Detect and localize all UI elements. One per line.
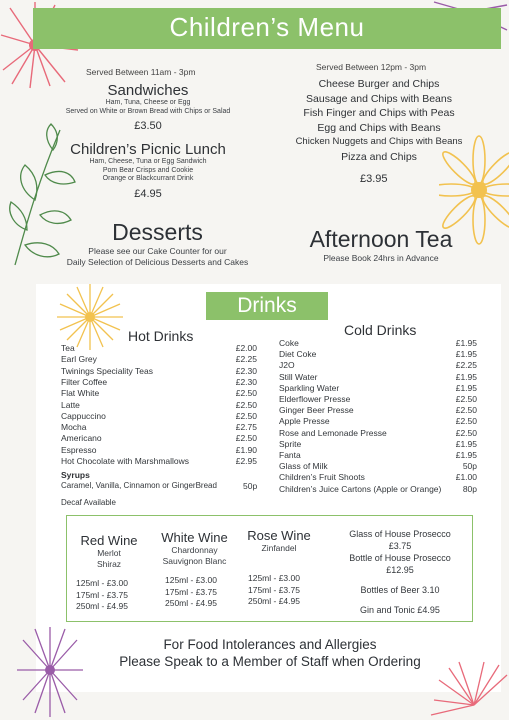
- bottom-right-flower-icon: [429, 660, 509, 720]
- syrups-label: Syrups: [61, 470, 90, 480]
- list-item: [279, 461, 479, 472]
- list-item: [61, 411, 261, 422]
- list-item: [279, 484, 479, 495]
- red-wine-grape-1: Merlot: [97, 548, 121, 558]
- sandwiches-fillings: Ham, Tuna, Cheese or Egg: [105, 99, 191, 106]
- drink-price: £2.50: [455, 405, 477, 416]
- list-item: [279, 439, 479, 450]
- afternoon-tea-section: [296, 226, 466, 264]
- drink-price: £1.95: [455, 338, 477, 348]
- white-wine-175: 175ml - £3.75: [165, 586, 217, 597]
- afternoon-tea-title: Afternoon Tea: [309, 226, 453, 252]
- rose-wine-175: 175ml - £3.75: [248, 584, 300, 595]
- drink-name: J2O: [279, 360, 295, 371]
- drink-name: Hot Chocolate with Marshmallows: [61, 456, 190, 466]
- drink-name: Apple Presse: [279, 416, 330, 427]
- rose-wine-125: 125ml - £3.00: [248, 573, 300, 583]
- white-wine-title: White Wine: [161, 530, 228, 545]
- drink-name: Flat White: [61, 388, 100, 399]
- drink-name: Tea: [61, 343, 75, 353]
- list-item: [279, 428, 479, 439]
- list-item: Chicken Nuggets and Chips with Beans: [295, 136, 463, 147]
- drink-price: £2.50: [455, 416, 477, 427]
- picnic-line-2: Pom Bear Crisps and Cookie: [102, 166, 194, 174]
- drink-price: £2.50: [235, 410, 257, 421]
- syrups-price: 50p: [243, 481, 258, 491]
- desserts-title: Desserts: [112, 219, 203, 245]
- drink-price: £1.95: [455, 450, 477, 460]
- red-wine-125: 125ml - £3.00: [76, 578, 128, 588]
- prosecco-glass-label: Glass of House Prosecco: [349, 529, 451, 539]
- drink-name: Twinings Speciality Teas: [61, 365, 153, 376]
- drink-price: £1.95: [455, 349, 477, 360]
- red-wine-175: 175ml - £3.75: [76, 589, 128, 600]
- drink-name: Sparkling Water: [279, 382, 340, 393]
- drink-name: Cappuccino: [61, 410, 106, 421]
- drink-name: Still Water: [279, 371, 318, 382]
- sun-flower-icon: [55, 282, 125, 352]
- prosecco-glass-price: £3.75: [388, 541, 412, 551]
- drink-price: £2.25: [235, 354, 257, 365]
- list-item: Egg and Chips with Beans: [317, 121, 441, 134]
- sandwiches-price: £3.50: [134, 120, 162, 132]
- drink-price: £2.50: [455, 394, 477, 404]
- drink-price: £2.75: [235, 422, 257, 433]
- drink-price: £2.30: [235, 365, 257, 376]
- drink-name: Latte: [61, 399, 80, 410]
- syrups-flavours: Caramel, Vanilla, Cinnamon or GingerBread: [61, 481, 217, 490]
- list-item: [279, 405, 479, 416]
- sandwiches-serving: Served on White or Brown Bread with Chips or Salad: [65, 107, 231, 115]
- prosecco-beer-gin-section: [335, 528, 465, 616]
- page-title: Children’s Menu: [169, 12, 365, 42]
- prosecco-bottle-price: £12.95: [386, 565, 414, 575]
- list-item: [61, 445, 261, 456]
- list-item: Sausage and Chips with Beans: [306, 92, 452, 105]
- list-item: [279, 360, 479, 371]
- drink-name: Elderflower Presse: [279, 394, 351, 404]
- rose-wine-section: [244, 528, 314, 608]
- kids-mains-price: £3.95: [360, 173, 388, 185]
- list-item: Cheese Burger and Chips: [318, 78, 440, 90]
- list-item: [61, 377, 261, 388]
- drink-price: £1.90: [235, 444, 257, 455]
- drink-name: Filter Coffee: [61, 376, 108, 387]
- allergy-line-1: For Food Intolerances and Allergies: [163, 637, 377, 652]
- drink-price: £2.25: [455, 360, 477, 371]
- red-wine-grape-2: Shiraz: [96, 559, 122, 569]
- drink-name: Mocha: [61, 422, 87, 433]
- drink-price: £1.95: [455, 438, 477, 449]
- hot-drinks-title: Hot Drinks: [128, 328, 194, 344]
- drink-price: £1.95: [455, 371, 477, 382]
- list-item: [61, 388, 261, 399]
- sandwiches-section: [48, 82, 248, 132]
- drink-price: £2.50: [235, 388, 257, 399]
- picnic-lunch-title: Children’s Picnic Lunch: [70, 141, 226, 158]
- drink-name: Fanta: [279, 450, 301, 460]
- list-item: [61, 400, 261, 411]
- list-item: [279, 372, 479, 383]
- drink-name: Children’s Fruit Shoots: [279, 472, 365, 483]
- drinks-title: Drinks: [206, 292, 328, 320]
- drink-name: Rose and Lemonade Presse: [279, 427, 387, 438]
- desserts-line-1: Please see our Cake Counter for our: [88, 246, 227, 256]
- white-wine-grape-1: Chardonnay: [171, 545, 218, 555]
- list-item: [279, 349, 479, 360]
- picnic-lunch-price: £4.95: [134, 187, 162, 200]
- list-item: [61, 456, 261, 467]
- white-wine-250: 250ml - £4.95: [165, 598, 217, 608]
- drink-name: Glass of Milk: [279, 461, 328, 472]
- rose-wine-grape-1: Zinfandel: [261, 543, 297, 553]
- list-item: [279, 472, 479, 483]
- bottom-left-flower-icon: [15, 625, 85, 720]
- drink-name: Americano: [61, 433, 102, 444]
- list-item: [61, 366, 261, 377]
- list-item: [61, 422, 261, 433]
- sandwiches-title: Sandwiches: [107, 82, 189, 99]
- drink-name: Ginger Beer Presse: [279, 405, 354, 416]
- drink-price: £2.00: [235, 343, 257, 353]
- drink-price: £2.50: [455, 427, 477, 438]
- list-item: [61, 343, 261, 354]
- prosecco-bottle-label: Bottle of House Prosecco: [349, 553, 451, 563]
- beer-price: Bottles of Beer 3.10: [360, 585, 440, 595]
- white-wine-section: [157, 530, 232, 610]
- red-wine-250: 250ml - £4.95: [76, 601, 128, 611]
- red-wine-section: [76, 533, 142, 613]
- list-item: [279, 338, 479, 349]
- list-item: [61, 433, 261, 444]
- list-item: [61, 354, 261, 365]
- drink-name: Sprite: [279, 438, 302, 449]
- drink-price: £1.00: [455, 472, 477, 483]
- drink-price: £2.50: [235, 399, 257, 410]
- list-item: Pizza and Chips: [341, 150, 417, 163]
- picnic-line-3: Orange or Blackcurrant Drink: [102, 175, 194, 182]
- desserts-line-2: Daily Selection of Delicious Desserts and Cakes: [66, 257, 249, 267]
- allergy-footer: [60, 636, 480, 670]
- drink-price: £1.95: [455, 382, 477, 393]
- drink-name: Espresso: [61, 444, 97, 455]
- gin-tonic-price: Gin and Tonic £4.95: [360, 605, 440, 615]
- drink-name: Children’s Juice Cartons (Apple or Orange): [279, 483, 442, 494]
- picnic-lunch-section: [48, 141, 248, 200]
- served-time-left: Served Between 11am - 3pm: [86, 67, 196, 77]
- drink-price: £2.95: [235, 456, 257, 466]
- cold-drinks-title: Cold Drinks: [344, 322, 417, 338]
- list-item: Fish Finger and Chips with Peas: [303, 107, 455, 119]
- served-time-right: Served Between 12pm - 3pm: [316, 62, 427, 72]
- allergy-line-2: Please Speak to a Member of Staff when Ordering: [119, 654, 421, 669]
- afternoon-tea-note: Please Book 24hrs in Advance: [323, 253, 439, 263]
- rose-wine-250: 250ml - £4.95: [248, 596, 300, 606]
- drink-price: £2.50: [235, 433, 257, 444]
- desserts-section: [50, 219, 265, 268]
- list-item: [279, 383, 479, 394]
- drink-price: 80p: [462, 483, 477, 494]
- white-wine-125: 125ml - £3.00: [165, 575, 217, 585]
- list-item: [279, 394, 479, 405]
- red-wine-title: Red Wine: [80, 533, 138, 548]
- list-item: [279, 450, 479, 461]
- drink-price: 50p: [462, 461, 477, 472]
- drink-price: £2.30: [235, 376, 257, 387]
- drink-name: Coke: [279, 338, 299, 348]
- decaf-note: Decaf Available: [61, 498, 116, 507]
- kids-mains-list: [284, 77, 474, 164]
- drink-name: Diet Coke: [279, 349, 317, 360]
- picnic-line-1: Ham, Cheese, Tuna or Egg Sandwich: [89, 158, 207, 165]
- list-item: [279, 416, 479, 427]
- white-wine-grape-2: Sauvignon Blanc: [162, 556, 227, 566]
- drink-name: Earl Grey: [61, 354, 97, 365]
- rose-wine-title: Rose Wine: [247, 528, 311, 543]
